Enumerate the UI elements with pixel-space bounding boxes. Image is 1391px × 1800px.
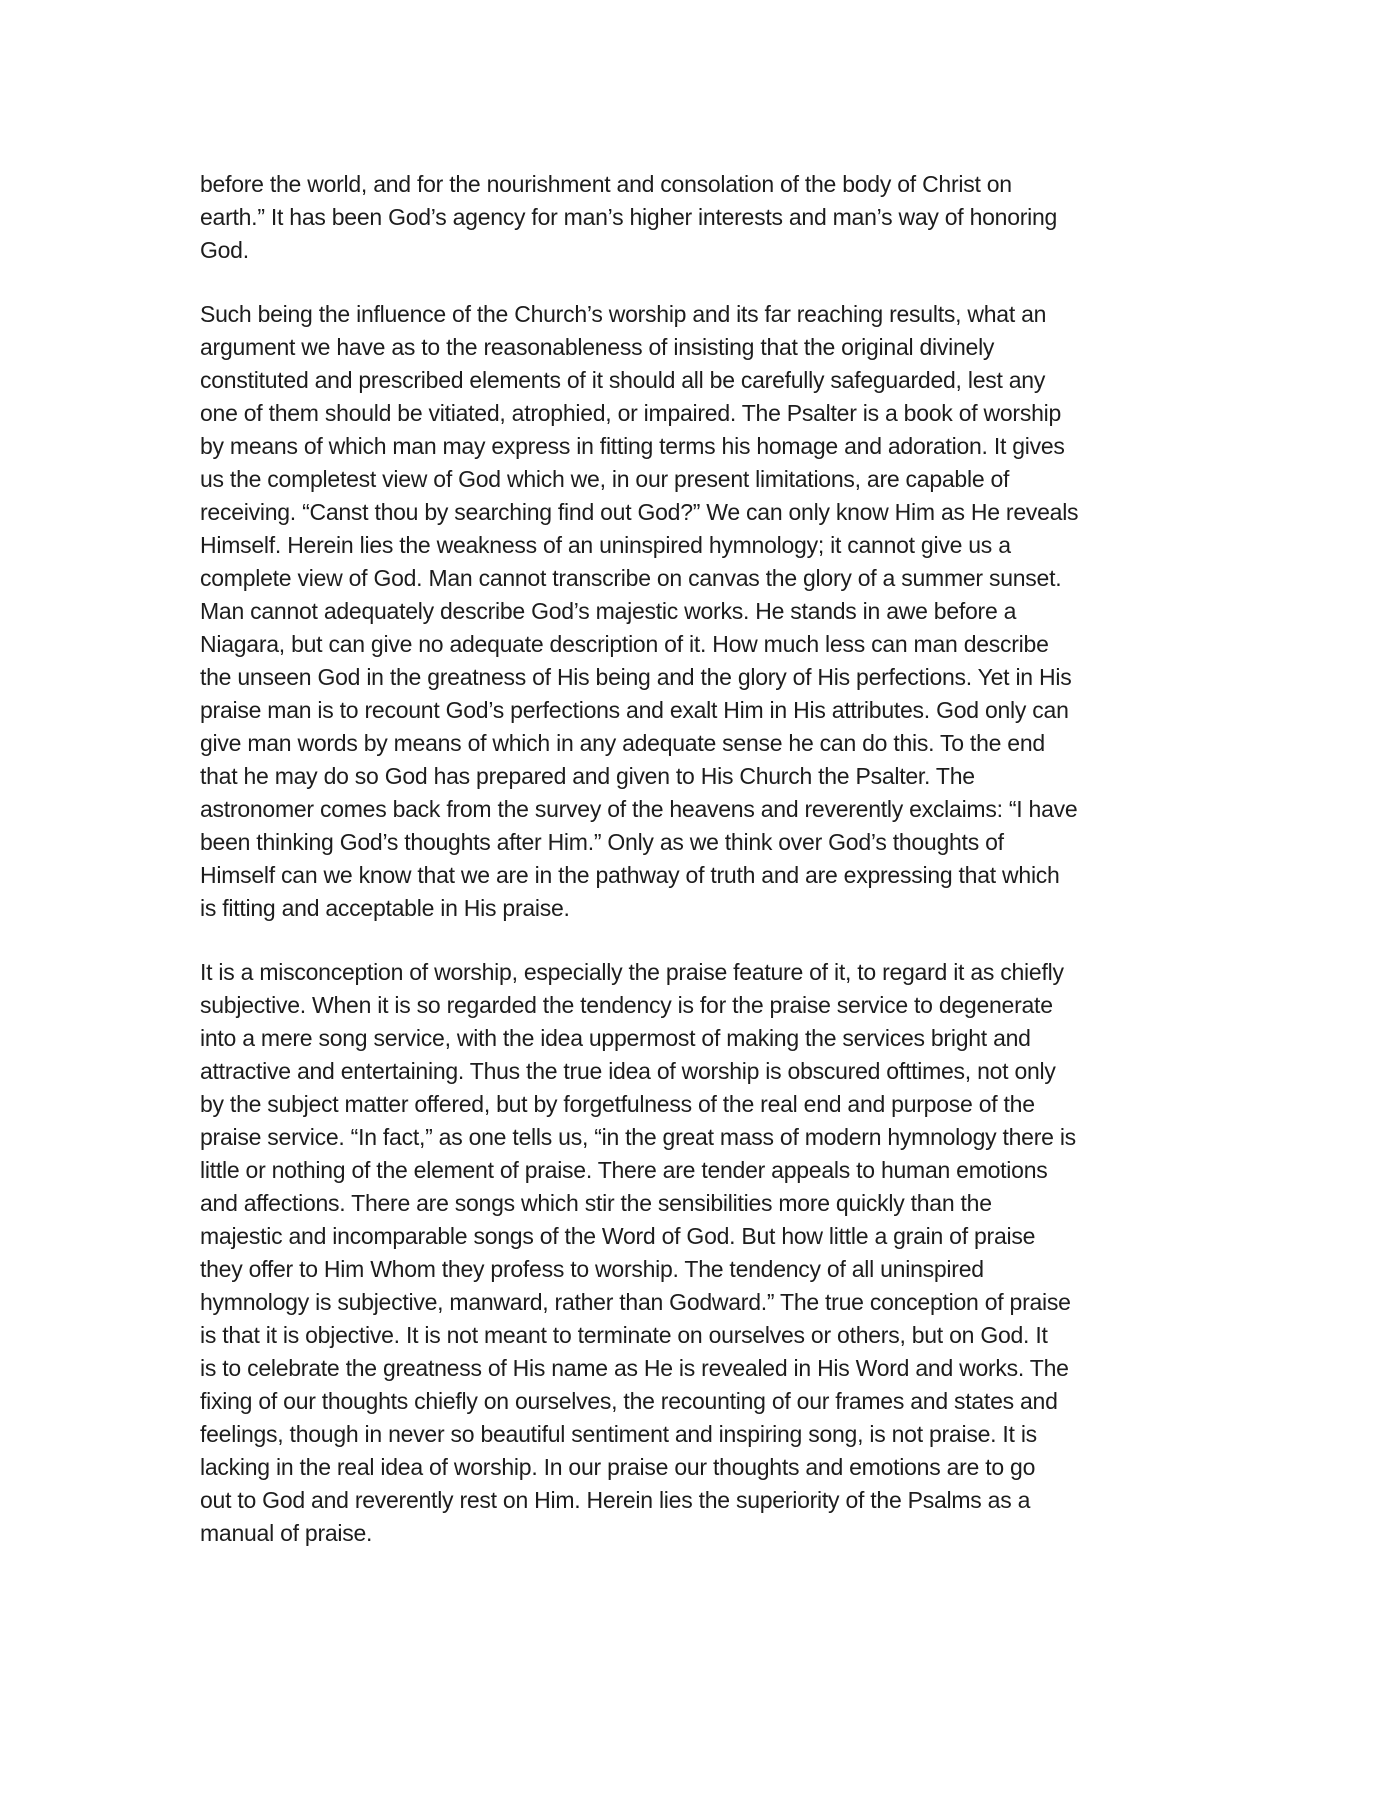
paragraph: [200, 298, 1200, 925]
text-line: give man words by means of which in any adequate sense he can do this. To the end: [200, 730, 1045, 756]
text-line: fixing of our thoughts chiefly on ourselves, the recounting of our frames and states and: [200, 1388, 1058, 1414]
text-line: praise man is to recount God’s perfections and exalt Him in His attributes. God only can: [200, 697, 1069, 723]
text-line: lacking in the real idea of worship. In our praise our thoughts and emotions are to go: [200, 1454, 1036, 1480]
text-line: subjective. When it is so regarded the tendency is for the praise service to degenerate: [200, 992, 1053, 1018]
text-line: little or nothing of the element of praise. There are tender appeals to human emotions: [200, 1157, 1048, 1183]
text-line: praise service. “In fact,” as one tells us, “in the great mass of modern hymnology there is: [200, 1124, 1076, 1150]
text-line: into a mere song service, with the idea uppermost of making the services bright and: [200, 1025, 1031, 1051]
text-line: one of them should be vitiated, atrophied, or impaired. The Psalter is a book of worship: [200, 400, 1062, 426]
text-line: is fitting and acceptable in His praise.: [200, 895, 570, 921]
text-line: by means of which man may express in fitting terms his homage and adoration. It gives: [200, 433, 1065, 459]
text-line: out to God and reverently rest on Him. Herein lies the superiority of the Psalms as a: [200, 1487, 1031, 1513]
text-line: been thinking God’s thoughts after Him.” Only as we think over God’s thoughts of: [200, 829, 1004, 855]
text-line: complete view of God. Man cannot transcribe on canvas the glory of a summer sunset.: [200, 565, 1062, 591]
text-line: they offer to Him Whom they profess to worship. The tendency of all uninspired: [200, 1256, 984, 1282]
text-line: constituted and prescribed elements of it should all be carefully safeguarded, lest any: [200, 367, 1046, 393]
text-line: argument we have as to the reasonableness of insisting that the original divinely: [200, 334, 995, 360]
text-line: Such being the influence of the Church’s worship and its far reaching results, what an: [200, 301, 1047, 327]
text-line: God.: [200, 237, 249, 263]
text-line: earth.” It has been God’s agency for man’s higher interests and man’s way of honoring: [200, 204, 1058, 230]
text-line: manual of praise.: [200, 1520, 373, 1546]
text-line: is that it is objective. It is not meant to terminate on ourselves or others, but on God. It: [200, 1322, 1048, 1348]
text-line: us the completest view of God which we, in our present limitations, are capable of: [200, 466, 1010, 492]
text-line: before the world, and for the nourishment and consolation of the body of Christ on: [200, 171, 1012, 197]
text-line: feelings, though in never so beautiful sentiment and inspiring song, is not praise. It is: [200, 1421, 1037, 1447]
text-line: Niagara, but can give no adequate description of it. How much less can man describe: [200, 631, 1049, 657]
text-line: Himself can we know that we are in the pathway of truth and are expressing that which: [200, 862, 1060, 888]
text-line: astronomer comes back from the survey of the heavens and reverently exclaims: “I have: [200, 796, 1078, 822]
text-line: majestic and incomparable songs of the Word of God. But how little a grain of praise: [200, 1223, 1036, 1249]
text-line: by the subject matter offered, but by forgetfulness of the real end and purpose of the: [200, 1091, 1035, 1117]
text-line: It is a misconception of worship, especially the praise feature of it, to regard it as chiefly: [200, 959, 1064, 985]
text-line: Man cannot adequately describe God’s majestic works. He stands in awe before a: [200, 598, 1017, 624]
paragraph: [200, 168, 1200, 267]
text-line: and affections. There are songs which stir the sensibilities more quickly than the: [200, 1190, 992, 1216]
text-line: Himself. Herein lies the weakness of an uninspired hymnology; it cannot give us a: [200, 532, 1011, 558]
text-line: is to celebrate the greatness of His name as He is revealed in His Word and works. The: [200, 1355, 1069, 1381]
paragraph: [200, 956, 1200, 1550]
text-line: the unseen God in the greatness of His being and the glory of His perfections. Yet in His: [200, 664, 1072, 690]
text-line: receiving. “Canst thou by searching find out God?” We can only know Him as He reveals: [200, 499, 1079, 525]
text-line: attractive and entertaining. Thus the true idea of worship is obscured ofttimes, not only: [200, 1058, 1056, 1084]
text-line: that he may do so God has prepared and given to His Church the Psalter. The: [200, 763, 975, 789]
text-block: [200, 168, 1200, 1581]
text-line: hymnology is subjective, manward, rather than Godward.” The true conception of praise: [200, 1289, 1071, 1315]
